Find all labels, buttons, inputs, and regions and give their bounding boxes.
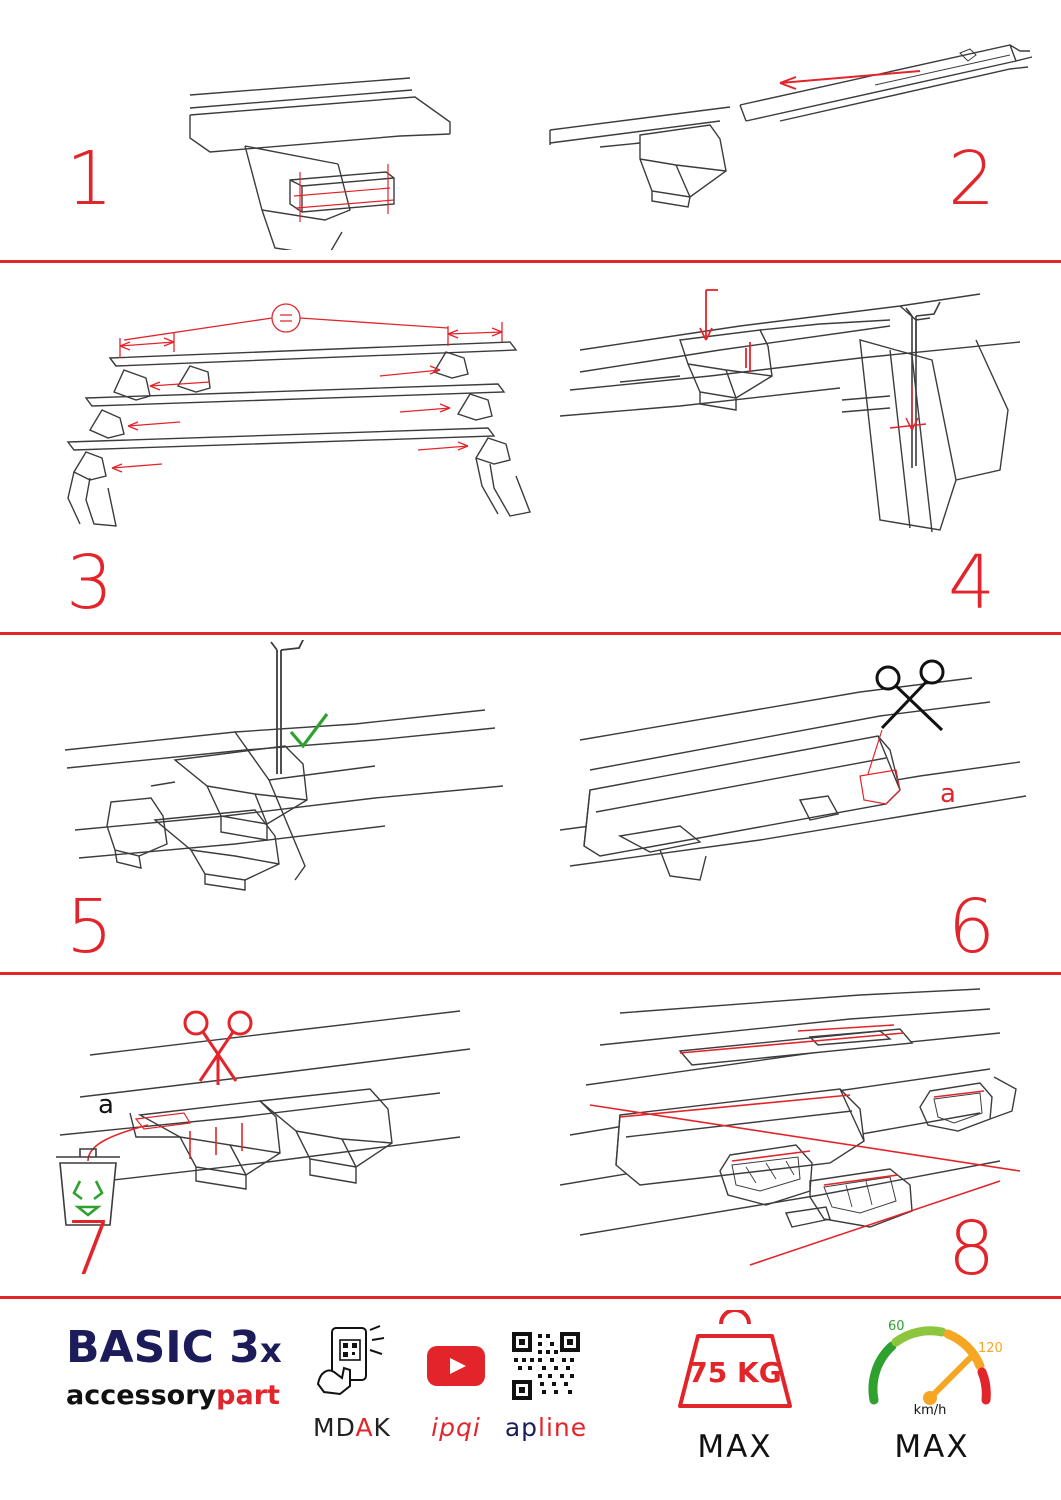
qr-code-icon[interactable] <box>502 1324 590 1402</box>
mdak-last: K <box>373 1413 391 1442</box>
max-weight-block <box>660 1310 810 1465</box>
cut-mark-label-a: a <box>940 779 956 809</box>
step-5-illustration <box>55 640 525 900</box>
brand-subtitle <box>66 1382 306 1409</box>
qr-scan-hand-icon <box>310 1324 394 1402</box>
scrap-label-a: a <box>98 1090 114 1120</box>
step-number-5: 5 <box>66 884 113 970</box>
step-number-6: 6 <box>948 884 995 970</box>
brand-sub-first: accessory <box>66 1380 217 1411</box>
divider-1 <box>0 260 1061 263</box>
speedometer-icon <box>852 1310 1012 1420</box>
footer <box>0 1296 1061 1500</box>
divider-3 <box>0 972 1061 975</box>
brand-sub-second: part <box>216 1380 280 1411</box>
step-number-7: 7 <box>66 1206 113 1292</box>
speed-max-tick: 120 <box>978 1341 1003 1356</box>
step-3-illustration <box>50 300 550 530</box>
max-weight-label: MAX <box>697 1429 773 1465</box>
logo-apline <box>476 1324 616 1442</box>
brand-title <box>66 1322 306 1373</box>
speed-unit: km/h <box>913 1403 947 1418</box>
mdak-first: MD <box>313 1413 356 1442</box>
max-speed-block <box>852 1310 1012 1465</box>
apline-accent: line <box>538 1413 588 1442</box>
weight-icon <box>660 1310 810 1420</box>
mdak-accent: A <box>355 1413 374 1442</box>
step-6-illustration <box>560 650 1030 910</box>
logo-apline-caption <box>476 1413 616 1442</box>
logo-ipqi-caption: ipqi <box>431 1413 481 1442</box>
step-number-1: 1 <box>66 136 113 222</box>
step-1-illustration <box>150 60 470 250</box>
max-weight-value: 75 KG <box>688 1356 782 1389</box>
brand-title-suffix: x <box>259 1331 282 1371</box>
step-number-8: 8 <box>948 1206 995 1292</box>
speed-min-tick: 60 <box>888 1319 905 1334</box>
step-4-illustration <box>560 280 1040 540</box>
step-number-3: 3 <box>66 540 113 626</box>
divider-2 <box>0 632 1061 635</box>
step-number-4: 4 <box>948 540 995 626</box>
brand-title-main: BASIC 3 <box>66 1322 260 1373</box>
brand-block <box>66 1322 306 1411</box>
step-number-2: 2 <box>948 136 995 222</box>
apline-first: ap <box>504 1413 539 1442</box>
max-speed-label: MAX <box>894 1429 970 1465</box>
